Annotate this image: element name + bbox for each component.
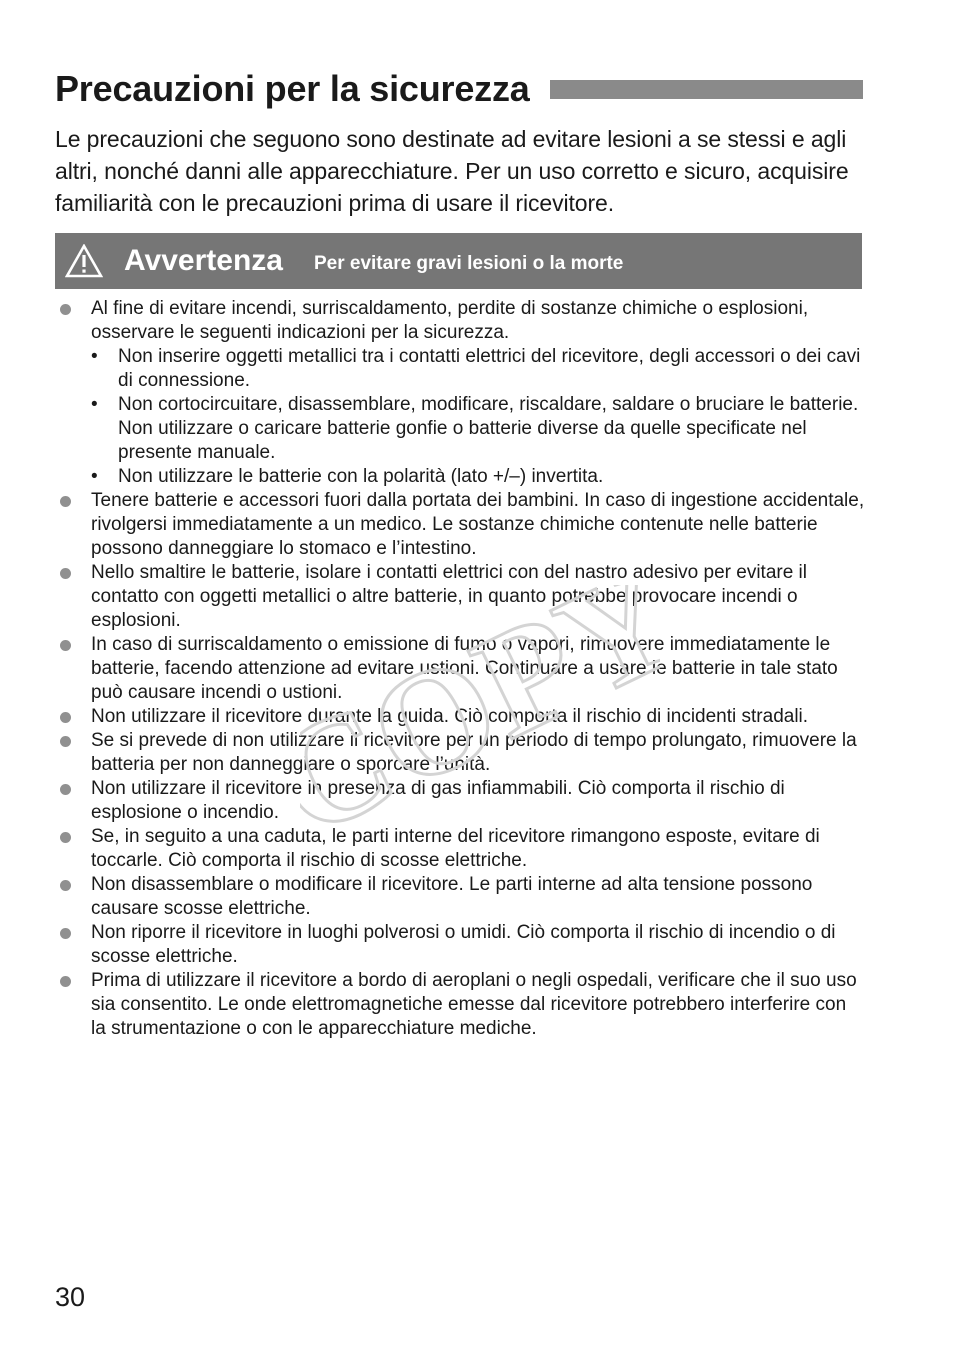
warning-subtitle: Per evitare gravi lesioni o la morte: [313, 252, 624, 274]
bullet-icon: [60, 928, 71, 939]
precaution-item: [55, 825, 865, 873]
precaution-subitem: [91, 393, 865, 465]
precaution-text: Se si prevede di non utilizzare il ricevitore per un periodo di tempo prolungato, rimuovere la batteria per non danneggiare o sporcare l’unità.: [91, 730, 857, 775]
precaution-text: Se, in seguito a una caduta, le parti interne del ricevitore rimangono esposte, evitare di toccarle. Ciò comporta il rischio di scosse elettriche.: [91, 826, 820, 871]
precaution-subitem-text: Non utilizzare le batterie con la polarità (lato +/–) invertita.: [118, 466, 604, 487]
warning-triangle-icon: [64, 244, 104, 278]
precaution-item: [55, 969, 865, 1041]
bullet-icon: [60, 880, 71, 891]
precaution-text: Non utilizzare il ricevitore in presenza di gas infiammabili. Ciò comporta il rischio di esplosione o incendio.: [91, 778, 785, 823]
bullet-icon: [60, 568, 71, 579]
dot-bullet-icon: •: [91, 394, 98, 415]
bullet-icon: [60, 976, 71, 987]
precaution-text: Prima di utilizzare il ricevitore a bordo di aeroplani o negli ospedali, verificare che il suo uso sia consentito. Le onde elettromagnetiche emesse dal ricevitore potrebbero interferire con la strumentazione o con le apparecchiature mediche.: [91, 970, 857, 1039]
bullet-icon: [60, 832, 71, 843]
precaution-text: In caso di surriscaldamento o emissione di fumo o vapori, rimuovere immediatamente le batterie, facendo attenzione ad evitare ustioni. Continuare a usare le batterie in tale stato può causare incendi o ustioni.: [91, 634, 838, 703]
precaution-text: Non disassemblare o modificare il ricevitore. Le parti interne ad alta tensione possono causare scosse elettriche.: [91, 874, 813, 919]
precaution-text: Non utilizzare il ricevitore durante la guida. Ciò comporta il rischio di incidenti stradali.: [91, 706, 809, 727]
precaution-subitem: [91, 345, 865, 393]
precaution-item: [55, 873, 865, 921]
bullet-icon: [60, 736, 71, 747]
precaution-text: Tenere batterie e accessori fuori dalla portata dei bambini. In caso di ingestione accidentale, rivolgersi immediatamente a un medico. Le sostanze chimiche contenute nelle batterie possono danneggiare lo stomaco e l’intestino.: [91, 490, 865, 559]
bullet-icon: [60, 784, 71, 795]
bullet-icon: [60, 640, 71, 651]
warning-banner: [55, 233, 862, 289]
precaution-item: [55, 633, 865, 705]
dot-bullet-icon: •: [91, 346, 98, 367]
precaution-item: [55, 561, 865, 633]
precaution-subitem: [91, 465, 865, 489]
precaution-item: [55, 705, 865, 729]
precaution-item: [55, 297, 865, 489]
dot-bullet-icon: •: [91, 466, 98, 487]
page-title: Precauzioni per la sicurezza: [55, 68, 530, 109]
bullet-icon: [60, 496, 71, 507]
precaution-text: Non riporre il ricevitore in luoghi polverosi o umidi. Ciò comporta il rischio di incendio o di scosse elettriche.: [91, 922, 836, 967]
watermark-text: COPY: [300, 585, 660, 835]
title-rule: [550, 80, 863, 99]
precaution-item: [55, 921, 865, 969]
title-row: [55, 66, 863, 112]
bullet-icon: [60, 304, 71, 315]
precaution-text: Al fine di evitare incendi, surriscaldamento, perdite di sostanze chimiche o esplosioni, osservare le seguenti indicazioni per la sicurezza.: [91, 298, 809, 343]
precaution-item: [55, 777, 865, 825]
precaution-subitem-text: Non cortocircuitare, disassemblare, modificare, riscaldare, saldare o bruciare le batterie. Non utilizzare o caricare batterie gonfie o batterie diverse da quelle specificate nel presente manuale.: [118, 394, 859, 463]
precaution-item: [55, 489, 865, 561]
intro-paragraph: Le precauzioni che seguono sono destinate ad evitare lesioni a se stessi e agli altri, nonché danni alle apparecchiature. Per un uso corretto e sicuro, acquisire familiarità con le precauzioni prima di usare il ricevitore.: [55, 126, 849, 216]
precaution-subitems: [91, 345, 865, 489]
page-number: 30: [55, 1282, 86, 1312]
warning-title: Avvertenza: [124, 244, 283, 277]
precaution-subitem-text: Non inserire oggetti metallici tra i contatti elettrici del ricevitore, degli accessori o dei cavi di connessione.: [118, 346, 861, 391]
precaution-item: [55, 729, 865, 777]
precaution-text: Nello smaltire le batterie, isolare i contatti elettrici con del nastro adesivo per evitare il contatto con oggetti metallici o altre batterie, in quanto potrebbe provocare incendi o esplosioni.: [91, 562, 807, 631]
precautions-list: [55, 297, 865, 1041]
bullet-icon: [60, 712, 71, 723]
